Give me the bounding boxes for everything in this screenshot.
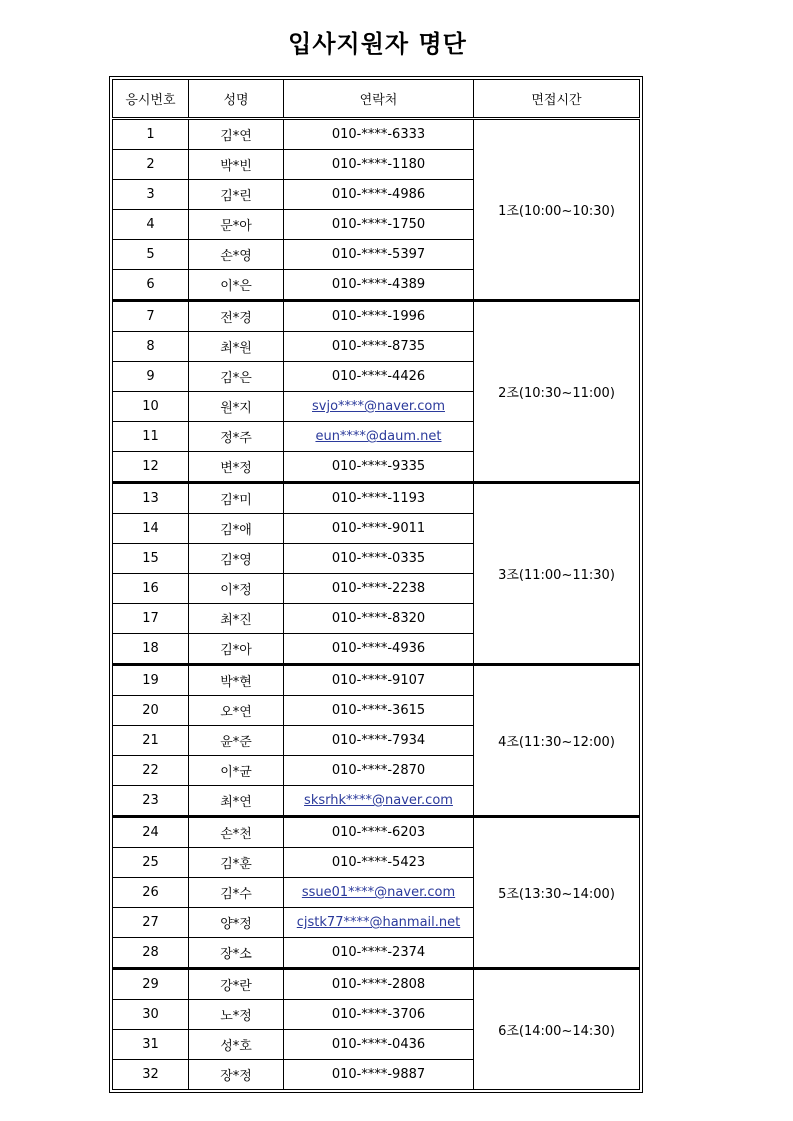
name-cell: 김*수 (189, 878, 284, 908)
table-row (113, 665, 640, 696)
name-cell: 김*미 (189, 483, 284, 514)
exam-number-cell: 19 (113, 665, 189, 696)
contact-cell (284, 786, 474, 817)
name-cell: 김*아 (189, 634, 284, 665)
name-cell: 성*호 (189, 1030, 284, 1060)
exam-number-cell: 23 (113, 786, 189, 817)
contact-cell: 010-****-1750 (284, 210, 474, 240)
contact-cell: 010-****-3706 (284, 1000, 474, 1030)
header-interview-time: 면접시간 (474, 80, 640, 119)
contact-cell: 010-****-2238 (284, 574, 474, 604)
name-cell: 최*연 (189, 786, 284, 817)
interview-time-cell: 2조(10:30~11:00) (474, 301, 640, 483)
exam-number-cell: 17 (113, 604, 189, 634)
exam-number-cell: 16 (113, 574, 189, 604)
contact-cell: 010-****-4426 (284, 362, 474, 392)
contact-cell: 010-****-8320 (284, 604, 474, 634)
exam-number-cell: 14 (113, 514, 189, 544)
applicant-table (112, 79, 640, 1090)
applicant-table-frame (109, 76, 643, 1093)
interview-time-cell: 4조(11:30~12:00) (474, 665, 640, 817)
header-contact: 연락처 (284, 80, 474, 119)
name-cell: 박*빈 (189, 150, 284, 180)
header-name: 성명 (189, 80, 284, 119)
exam-number-cell: 9 (113, 362, 189, 392)
name-cell: 최*원 (189, 332, 284, 362)
contact-cell: 010-****-6203 (284, 817, 474, 848)
email-link[interactable]: sksrhk****@naver.com (304, 793, 453, 808)
contact-cell: 010-****-1996 (284, 301, 474, 332)
exam-number-cell: 2 (113, 150, 189, 180)
table-row (113, 301, 640, 332)
exam-number-cell: 20 (113, 696, 189, 726)
interview-group (113, 817, 640, 969)
header-exam-number: 응시번호 (113, 80, 189, 119)
contact-cell: 010-****-7934 (284, 726, 474, 756)
exam-number-cell: 6 (113, 270, 189, 301)
name-cell: 문*아 (189, 210, 284, 240)
name-cell: 노*정 (189, 1000, 284, 1030)
header-row (113, 80, 640, 119)
name-cell: 정*주 (189, 422, 284, 452)
contact-cell: 010-****-9011 (284, 514, 474, 544)
contact-cell (284, 878, 474, 908)
exam-number-cell: 21 (113, 726, 189, 756)
interview-group (113, 665, 640, 817)
table-row (113, 119, 640, 150)
exam-number-cell: 15 (113, 544, 189, 574)
name-cell: 최*진 (189, 604, 284, 634)
name-cell: 변*정 (189, 452, 284, 483)
name-cell: 이*균 (189, 756, 284, 786)
contact-cell (284, 908, 474, 938)
name-cell: 전*경 (189, 301, 284, 332)
contact-cell: 010-****-4986 (284, 180, 474, 210)
email-link[interactable]: ssue01****@naver.com (301, 885, 456, 900)
contact-cell: 010-****-1193 (284, 483, 474, 514)
exam-number-cell: 3 (113, 180, 189, 210)
name-cell: 이*은 (189, 270, 284, 301)
name-cell: 김*은 (189, 362, 284, 392)
contact-cell: 010-****-3615 (284, 696, 474, 726)
contact-cell: 010-****-5397 (284, 240, 474, 270)
exam-number-cell: 1 (113, 119, 189, 150)
contact-cell: 010-****-2808 (284, 969, 474, 1000)
name-cell: 강*란 (189, 969, 284, 1000)
exam-number-cell: 22 (113, 756, 189, 786)
contact-cell: 010-****-2374 (284, 938, 474, 969)
exam-number-cell: 25 (113, 848, 189, 878)
contact-cell: 010-****-6333 (284, 119, 474, 150)
name-cell: 김*린 (189, 180, 284, 210)
exam-number-cell: 27 (113, 908, 189, 938)
interview-group (113, 301, 640, 483)
page-title: 입사지원자 명단 (288, 30, 467, 58)
name-cell: 이*정 (189, 574, 284, 604)
contact-cell: 010-****-9107 (284, 665, 474, 696)
exam-number-cell: 26 (113, 878, 189, 908)
exam-number-cell: 11 (113, 422, 189, 452)
exam-number-cell: 8 (113, 332, 189, 362)
name-cell: 장*소 (189, 938, 284, 969)
name-cell: 원*지 (189, 392, 284, 422)
contact-cell: 010-****-4936 (284, 634, 474, 665)
name-cell: 손*천 (189, 817, 284, 848)
exam-number-cell: 29 (113, 969, 189, 1000)
email-link[interactable]: cjstk77****@hanmail.net (296, 915, 461, 930)
name-cell: 김*연 (189, 119, 284, 150)
exam-number-cell: 24 (113, 817, 189, 848)
contact-cell (284, 422, 474, 452)
exam-number-cell: 18 (113, 634, 189, 665)
contact-cell: 010-****-5423 (284, 848, 474, 878)
interview-group (113, 483, 640, 665)
contact-cell: 010-****-4389 (284, 270, 474, 301)
exam-number-cell: 10 (113, 392, 189, 422)
contact-cell: 010-****-9887 (284, 1060, 474, 1090)
interview-time-cell: 1조(10:00~10:30) (474, 119, 640, 301)
table-row (113, 483, 640, 514)
interview-group (113, 969, 640, 1090)
interview-time-cell: 5조(13:30~14:00) (474, 817, 640, 969)
exam-number-cell: 12 (113, 452, 189, 483)
exam-number-cell: 28 (113, 938, 189, 969)
exam-number-cell: 32 (113, 1060, 189, 1090)
name-cell: 박*현 (189, 665, 284, 696)
interview-group (113, 119, 640, 301)
contact-cell: 010-****-8735 (284, 332, 474, 362)
contact-cell: 010-****-0436 (284, 1030, 474, 1060)
exam-number-cell: 30 (113, 1000, 189, 1030)
name-cell: 김*훈 (189, 848, 284, 878)
name-cell: 양*정 (189, 908, 284, 938)
exam-number-cell: 13 (113, 483, 189, 514)
table-row (113, 969, 640, 1000)
name-cell: 오*연 (189, 696, 284, 726)
contact-cell: 010-****-0335 (284, 544, 474, 574)
name-cell: 김*영 (189, 544, 284, 574)
contact-cell (284, 392, 474, 422)
contact-cell: 010-****-1180 (284, 150, 474, 180)
table-row (113, 817, 640, 848)
name-cell: 손*영 (189, 240, 284, 270)
interview-time-cell: 6조(14:00~14:30) (474, 969, 640, 1090)
name-cell: 윤*준 (189, 726, 284, 756)
exam-number-cell: 31 (113, 1030, 189, 1060)
exam-number-cell: 7 (113, 301, 189, 332)
name-cell: 김*애 (189, 514, 284, 544)
exam-number-cell: 4 (113, 210, 189, 240)
interview-time-cell: 3조(11:00~11:30) (474, 483, 640, 665)
email-link[interactable]: eun****@daum.net (315, 429, 442, 444)
table-header (113, 80, 640, 119)
contact-cell: 010-****-9335 (284, 452, 474, 483)
contact-cell: 010-****-2870 (284, 756, 474, 786)
exam-number-cell: 5 (113, 240, 189, 270)
email-link[interactable]: svjo****@naver.com (312, 399, 445, 414)
name-cell: 장*정 (189, 1060, 284, 1090)
